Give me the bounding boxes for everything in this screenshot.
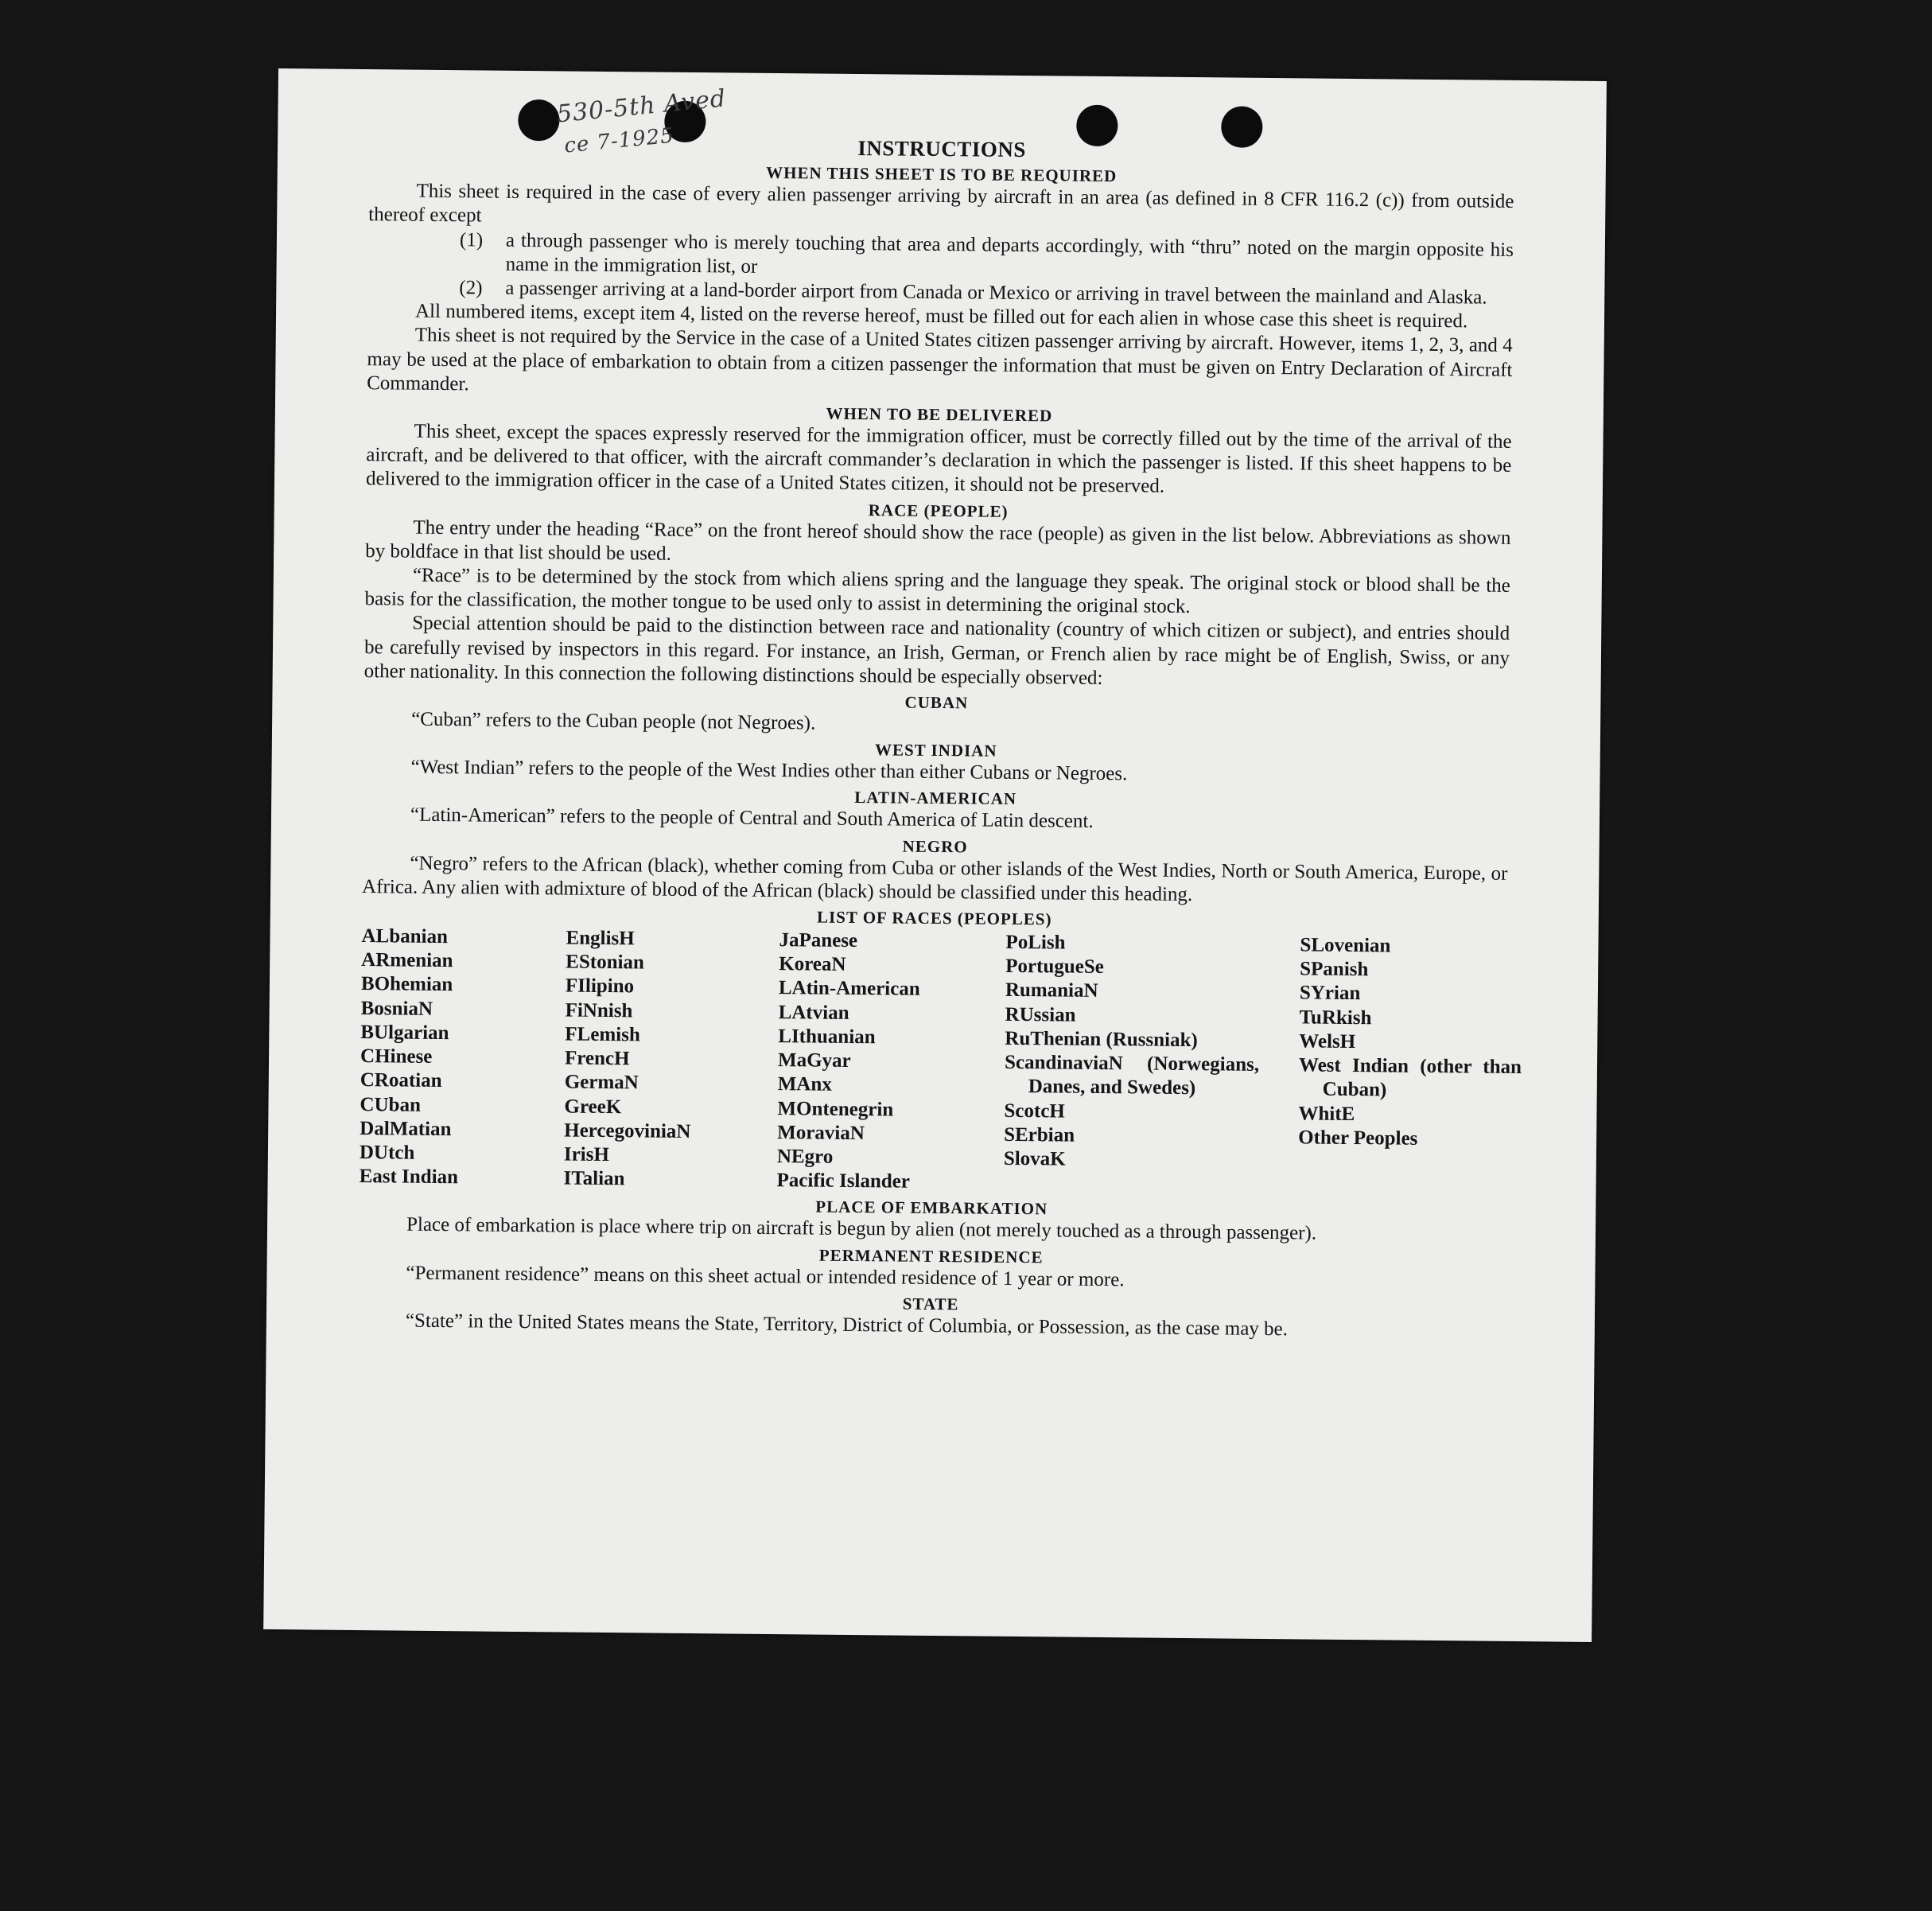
- race-entry: MaGyar: [777, 1049, 851, 1072]
- race-entry: Pacific Islander: [776, 1170, 911, 1193]
- race-entry: SPanish: [1300, 958, 1369, 981]
- race-entry: JaPanese: [779, 929, 858, 952]
- section-heading: WHEN TO BE DELIVERED: [826, 403, 1053, 426]
- paragraph: “Negro” refers to the African (black), whether coming from Cuba or other islands of the West Indies, North or South America, Europe, or Africa. Any alien with admixture of blood of the African (black) should be classified under this heading.: [362, 852, 1508, 905]
- section-heading: PLACE OF EMBARKATION: [815, 1197, 1048, 1219]
- race-entry: SYrian: [1299, 982, 1361, 1005]
- race-entry: SlovaK: [1003, 1147, 1066, 1170]
- race-entry: ScandinaviaN (Norwegians, Danes, and Swedes): [1004, 1051, 1265, 1100]
- race-entry: ScotcH: [1004, 1100, 1065, 1123]
- paragraph: Special attention should be paid to the distinction between race and nationality (country of which citizen or subject), and entries should be carefully revised by inspectors in this regard. For instance, an Irish, German, or French alien by race might be of English, Swiss, or any other nationality. In this connection the following distinctions should be especially observed:: [363, 613, 1510, 689]
- paragraph: “Permanent residence” means on this sheet actual or intended residence of 1 year or more.: [406, 1262, 1125, 1290]
- section-heading: WEST INDIAN: [874, 740, 997, 761]
- race-entry: IrisH: [563, 1143, 609, 1166]
- section-heading: RACE (PEOPLE): [868, 500, 1009, 521]
- race-column: [359, 924, 566, 1191]
- section-heading: WHEN THIS SHEET IS TO BE REQUIRED: [766, 163, 1118, 186]
- race-entry: SLovenian: [1300, 934, 1391, 957]
- race-entry: RumaniaN: [1005, 979, 1098, 1002]
- race-entry: NEgro: [776, 1145, 834, 1168]
- race-entry: DalMatian: [360, 1117, 452, 1140]
- section-heading: STATE: [902, 1294, 959, 1314]
- paragraph: “State” in the United States means the State, Territory, District of Columbia, or Possession, as the case may be.: [405, 1310, 1289, 1340]
- race-column: [563, 927, 779, 1193]
- race-entry: FIlipino: [565, 975, 635, 998]
- race-entry: East Indian: [359, 1166, 459, 1189]
- race-entry: EStonian: [566, 951, 645, 974]
- section-heading: LIST OF RACES (PEOPLES): [816, 907, 1052, 929]
- race-entry: FiNnish: [565, 999, 633, 1022]
- race-entry: KoreaN: [779, 953, 846, 976]
- handwritten-note: 530-5th Aved: [555, 84, 728, 129]
- paragraph: “West Indian” refers to the people of the West Indies other than either Cubans or Negroes.: [410, 756, 1128, 785]
- race-entry: TuRkish: [1299, 1006, 1372, 1029]
- item-text: a through passenger who is merely touching that area and departs accordingly, with “thru” noted on the margin opposite his name in the immigration list, or: [505, 229, 1514, 278]
- paragraph: “Race” is to be determined by the stock from which aliens spring and the language they speak. The original stock or blood shall be the basis for the classification, the mother tongue to be used only to assist in determining the original stock.: [364, 564, 1510, 618]
- race-entry: LAtvian: [778, 1001, 849, 1024]
- race-entry: RUssian: [1005, 1003, 1076, 1026]
- race-entry: ITalian: [563, 1167, 625, 1190]
- race-entry: HercegoviniaN: [564, 1119, 691, 1142]
- race-entry: RuThenian (Russniak): [1005, 1027, 1198, 1052]
- race-entry: EnglisH: [566, 927, 635, 950]
- race-entry: CHinese: [360, 1045, 433, 1068]
- instructions-content: [358, 131, 1527, 1344]
- race-entry: BosniaN: [360, 997, 433, 1020]
- race-entry: FrencH: [564, 1047, 630, 1070]
- race-entry: WhitE: [1298, 1102, 1355, 1125]
- race-entry: CUban: [360, 1093, 422, 1116]
- race-entry: LIthuanian: [778, 1025, 876, 1049]
- race-entry: MoraviaN: [777, 1121, 865, 1144]
- race-column: [776, 928, 1005, 1195]
- race-entry: ARmenian: [361, 949, 453, 972]
- race-entry: SErbian: [1004, 1123, 1075, 1146]
- race-entry: GermaN: [564, 1071, 639, 1094]
- race-column: [1003, 931, 1300, 1198]
- paragraph: “Latin-American” refers to the people of Central and South America of Latin descent.: [410, 804, 1094, 833]
- race-entry: DUtch: [359, 1141, 415, 1164]
- race-list: [359, 924, 1527, 1200]
- section-heading: PERMANENT RESIDENCE: [818, 1245, 1044, 1267]
- race-entry: WelsH: [1299, 1030, 1356, 1053]
- section-heading: LATIN-AMERICAN: [854, 788, 1017, 809]
- race-entry: PortugueSe: [1005, 956, 1104, 979]
- paragraph: This sheet, except the spaces expressly reserved for the immigration officer, must be correctly filled out by the time of the arrival of the aircraft, and be delivered to that officer, with the aircraft commander’s declaration in which the passenger is listed. If this sheet happens to be delivered to the immigration officer in the case of a United States citizen, it should not be preserved.: [365, 420, 1512, 498]
- race-entry: MOntenegrin: [777, 1097, 894, 1120]
- section-heading: CUBAN: [904, 692, 969, 713]
- race-entry: Other Peoples: [1298, 1127, 1418, 1150]
- paragraph: The entry under the heading “Race” on the front hereof should show the race (people) as given in the list below. Abbreviations as shown by boldface in that list should be used.: [365, 516, 1511, 565]
- paragraph: All numbered items, except item 4, listed on the reverse hereof, must be filled out for each alien in whose case this sheet is required.: [414, 300, 1468, 333]
- race-entry: BOhemian: [360, 973, 453, 996]
- race-entry: ALbanian: [361, 925, 449, 948]
- section-heading: NEGRO: [902, 836, 968, 857]
- paragraph: This sheet is required in the case of every alien passenger arriving by aircraft in an area (as defined in 8 CFR 116.2 (c)) from outside thereof except: [368, 180, 1514, 227]
- race-entry: CRoatian: [360, 1069, 442, 1092]
- race-entry: West Indian (other than Cuban): [1298, 1054, 1527, 1101]
- item-number: (2): [459, 277, 483, 299]
- document-sheet: [263, 68, 1607, 1642]
- race-entry: MAnx: [777, 1073, 832, 1096]
- paragraph: Place of embarkation is place where trip on aircraft is begun by alien (not merely touched as a through passenger).: [406, 1213, 1317, 1244]
- paragraph: This sheet is not required by the Service in the case of a United States citizen passenger arriving by aircraft. However, items 1, 2, 3, and 4 may be used at the place of embarkation to obtain from a citizen passenger the information that must be given on Entry Declaration of Aircraft Commander.: [367, 325, 1513, 395]
- handwritten-note: ce 7-1925: [563, 123, 675, 158]
- race-entry: PoLish: [1005, 931, 1066, 954]
- item-number: (1): [459, 228, 484, 251]
- race-entry: BUlgarian: [360, 1021, 449, 1045]
- race-entry: FLemish: [565, 1023, 640, 1046]
- page-title: INSTRUCTIONS: [857, 135, 1026, 162]
- race-entry: LAtin-American: [778, 977, 920, 1001]
- item-text: a passenger arriving at a land-border airport from Canada or Mexico or arriving in travel between the mainland and Alaska.: [505, 277, 1487, 309]
- race-entry: GreeK: [564, 1096, 622, 1118]
- paragraph: “Cuban” refers to the Cuban people (not Negroes).: [411, 708, 816, 734]
- race-column: [1297, 933, 1527, 1200]
